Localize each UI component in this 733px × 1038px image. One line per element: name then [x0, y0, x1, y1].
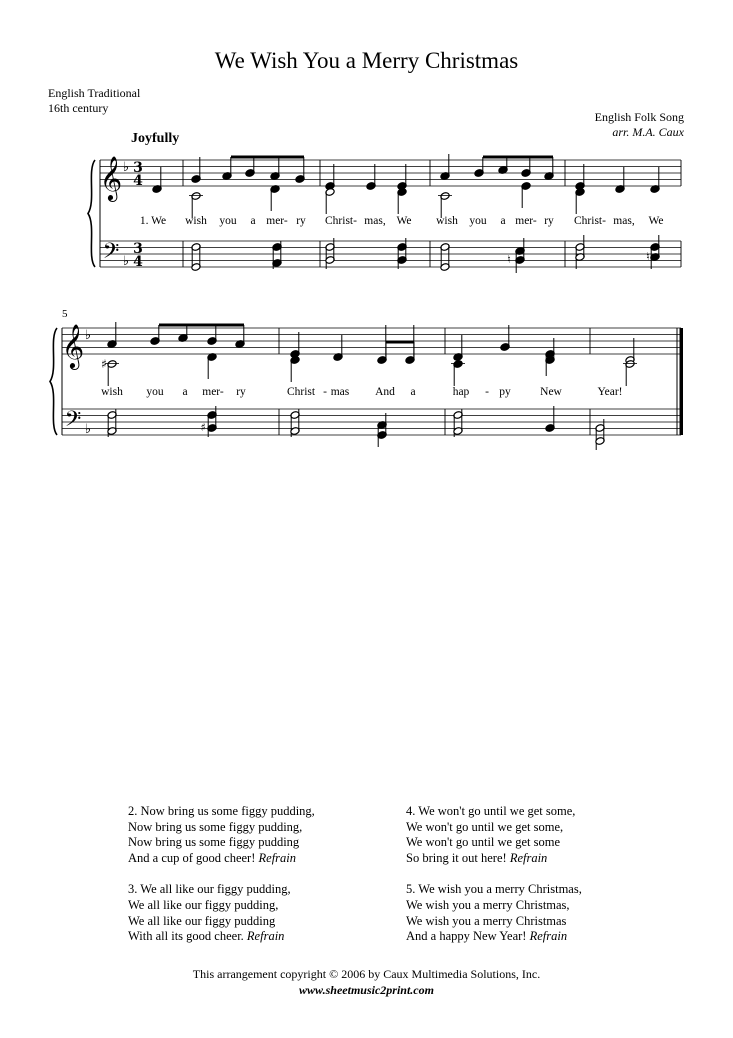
- time-signature-top: 3: [133, 241, 143, 257]
- brace: [88, 160, 95, 267]
- treble-clef-icon: 𝄞: [99, 156, 123, 200]
- verse-line: 3. We all like our figgy pudding,: [128, 882, 291, 897]
- beam: [231, 156, 304, 159]
- verse-line: Now bring us some figgy pudding,: [128, 819, 303, 834]
- final-bar-line: [680, 328, 684, 435]
- beam: [483, 156, 553, 159]
- verse-line: We won't go until we get some,: [406, 819, 564, 834]
- lyric-syllable: mer-: [515, 215, 537, 227]
- verse: [406, 882, 582, 944]
- refrain-label: Refrain: [529, 929, 568, 944]
- lyric-syllable: wish: [185, 215, 207, 227]
- website-link[interactable]: www.sheetmusic2print.com: [299, 983, 434, 997]
- verse-line: We won't go until we get some: [406, 835, 560, 850]
- page-title: We Wish You a Merry Christmas: [214, 48, 519, 73]
- lyric-syllable: Christ-: [325, 215, 357, 227]
- verse-line: We all like our figgy pudding: [128, 913, 276, 928]
- lyric-syllable: you: [469, 215, 487, 227]
- lyric-syllable: a: [250, 215, 256, 227]
- time-signature-top: 3: [133, 160, 143, 176]
- treble-clef-icon: 𝄞: [61, 324, 85, 368]
- notes: [102, 154, 660, 450]
- lyric-syllable: wish: [101, 386, 123, 398]
- lyric-syllable: a: [410, 386, 416, 398]
- lyric-syllable: Christ: [286, 386, 316, 398]
- refrain-label: Refrain: [246, 929, 285, 944]
- verse-line: We wish you a merry Christmas: [406, 913, 567, 928]
- lyric-syllable: a: [500, 215, 506, 227]
- verse-line: And a cup of good cheer!: [128, 850, 256, 865]
- bass-clef-icon: 𝄢: [64, 407, 82, 437]
- lyric-syllable: 1. We: [139, 215, 167, 227]
- lyric-syllable: We: [648, 215, 664, 227]
- arranger-credit: arr. M.A. Caux: [612, 125, 684, 139]
- lyric-syllable: mas: [330, 386, 350, 398]
- verse-line: 5. We wish you a merry Christmas,: [406, 882, 582, 897]
- tempo-marking: Joyfully: [131, 131, 180, 146]
- credit-line: 16th century: [48, 101, 109, 115]
- lyric-syllable: ry: [236, 386, 246, 398]
- sharp-icon: ♯: [101, 357, 107, 371]
- flat-icon: ♭: [84, 328, 92, 343]
- verse: [406, 804, 582, 866]
- measure-number: 5: [62, 308, 68, 320]
- verse-line: 4. We won't go until we get some,: [406, 804, 576, 818]
- lyric-syllable: mas,: [364, 215, 386, 227]
- lyric-syllable: hap: [452, 386, 470, 398]
- verse-line: We wish you a merry Christmas,: [406, 897, 570, 912]
- lyric-syllable: -: [323, 386, 327, 398]
- lyric-syllable: We: [396, 215, 412, 227]
- beam: [386, 341, 414, 344]
- refrain-label: Refrain: [258, 850, 297, 865]
- verses-column-left: [128, 804, 315, 961]
- lyric-syllable: ry: [296, 215, 306, 227]
- lyric-syllable: mer-: [202, 386, 224, 398]
- flat-icon: ♭: [122, 160, 130, 175]
- lyric-syllable: And: [375, 386, 395, 398]
- credit-line: English Traditional: [48, 86, 141, 100]
- natural-icon: ♮: [507, 253, 511, 266]
- verse-line: 2. Now bring us some figgy pudding,: [128, 804, 315, 818]
- lyric-syllable: Year!: [597, 386, 623, 398]
- lyric-syllable: wish: [436, 215, 458, 227]
- verse: [128, 882, 315, 944]
- natural-icon: ♮: [646, 250, 650, 263]
- lyric-syllable: -: [485, 386, 489, 398]
- beam: [159, 324, 244, 327]
- brace: [50, 328, 57, 435]
- lyric-syllable: you: [219, 215, 237, 227]
- verse-line: So bring it out here!: [406, 850, 507, 865]
- time-signature-bottom: 4: [133, 173, 143, 189]
- bass-clef-icon: 𝄢: [102, 239, 120, 269]
- lyric-syllable: New: [540, 386, 562, 398]
- credit-line: English Folk Song: [594, 110, 684, 124]
- copyright-notice: This arrangement copyright © 2006 by Caux Multimedia Solutions, Inc.: [192, 967, 541, 981]
- verse-line: And a happy New Year!: [406, 929, 527, 944]
- lyric-syllable: mer-: [266, 215, 288, 227]
- flat-icon: ♭: [122, 254, 130, 269]
- lyric-syllable: py: [499, 386, 511, 398]
- lyric-syllable: ry: [544, 215, 554, 227]
- lyrics-system-2: [101, 386, 622, 398]
- lyrics-system-1: [140, 215, 664, 227]
- refrain-label: Refrain: [509, 850, 548, 865]
- time-signature-bottom: 4: [133, 254, 143, 270]
- verse-line: With all its good cheer.: [128, 929, 244, 944]
- verses-column-right: [406, 804, 582, 961]
- flat-icon: ♭: [84, 422, 92, 437]
- verse: [128, 804, 315, 866]
- lyric-syllable: a: [182, 386, 188, 398]
- sheet-music: [0, 0, 733, 470]
- verse-line: We all like our figgy pudding,: [128, 897, 279, 912]
- lyric-syllable: Christ-: [574, 215, 606, 227]
- sharp-icon: ♯: [200, 421, 206, 434]
- verse-line: Now bring us some figgy pudding: [128, 835, 300, 850]
- lyric-syllable: mas,: [613, 215, 635, 227]
- lyric-syllable: you: [146, 386, 164, 398]
